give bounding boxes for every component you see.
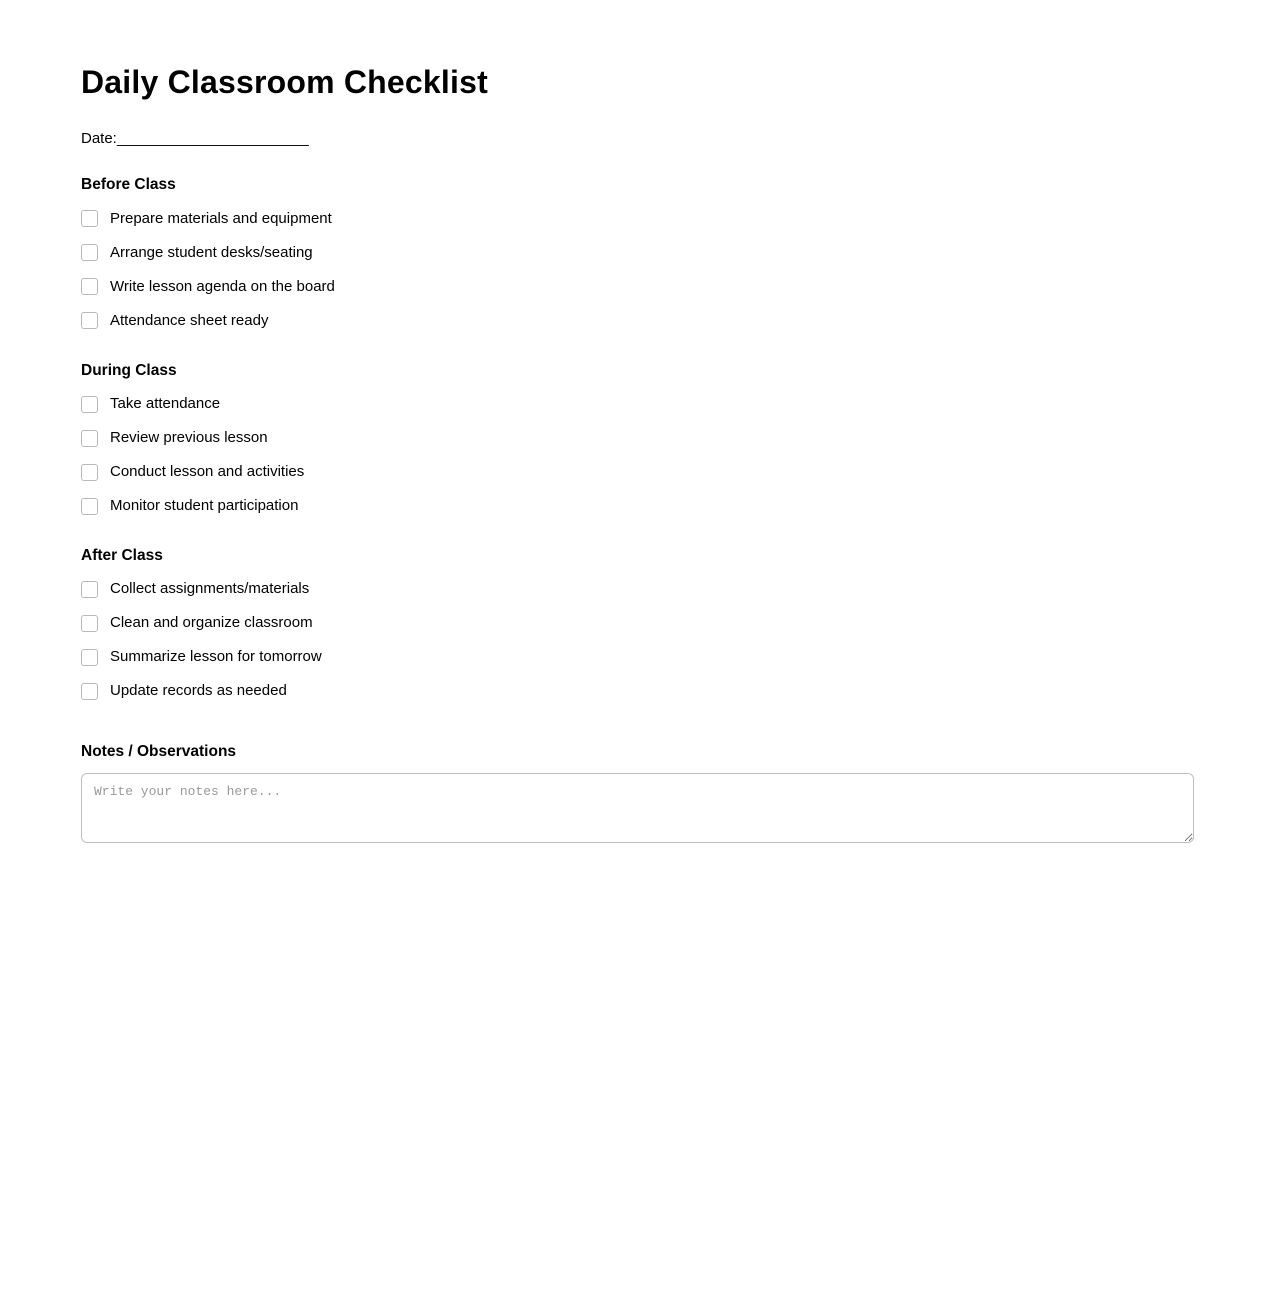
checkbox-summarize-lesson[interactable] (81, 649, 98, 666)
checklist-item-label: Clean and organize classroom (110, 614, 313, 632)
checkbox-clean-classroom[interactable] (81, 615, 98, 632)
notes-heading: Notes / Observations (81, 743, 237, 761)
checklist-item-label: Summarize lesson for tomorrow (110, 648, 322, 666)
section-heading-before-class: Before Class (81, 176, 176, 194)
section-after-class (81, 546, 1194, 704)
checklist-item[interactable] (81, 493, 1194, 519)
checkbox-take-attendance[interactable] (81, 396, 98, 413)
checklist-item[interactable] (81, 678, 1194, 704)
checklist-item[interactable] (81, 644, 1194, 670)
section-before-class (81, 175, 1194, 333)
checklist-item-label: Monitor student participation (110, 497, 299, 515)
checkbox-conduct-lesson[interactable] (81, 464, 98, 481)
checklist-item[interactable] (81, 206, 1194, 232)
checklist-item-label: Attendance sheet ready (110, 311, 269, 329)
checkbox-update-records[interactable] (81, 683, 98, 700)
checklist-item[interactable] (81, 391, 1194, 417)
section-heading-during-class: During Class (81, 361, 177, 379)
checklist-item[interactable] (81, 576, 1194, 602)
checklist-item[interactable] (81, 610, 1194, 636)
checklist-item[interactable] (81, 459, 1194, 485)
section-notes (81, 742, 1194, 842)
checkbox-monitor-participation[interactable] (81, 498, 98, 515)
checklist-item[interactable] (81, 308, 1194, 334)
section-heading-after-class: After Class (81, 547, 163, 565)
checkbox-attendance-sheet-ready[interactable] (81, 312, 98, 329)
checklist-item-label: Conduct lesson and activities (110, 463, 305, 481)
checkbox-collect-assignments[interactable] (81, 581, 98, 598)
checklist-item-label: Arrange student desks/seating (110, 243, 313, 261)
date-label: Date: (81, 129, 117, 147)
checklist-item-label: Update records as needed (110, 682, 287, 700)
checkbox-review-previous-lesson[interactable] (81, 430, 98, 447)
checklist-item-label: Review previous lesson (110, 429, 268, 447)
date-row (81, 129, 1194, 149)
checklist-item-label: Prepare materials and equipment (110, 209, 332, 227)
checklist-item[interactable] (81, 274, 1194, 300)
checkbox-write-agenda[interactable] (81, 278, 98, 295)
checklist-item-label: Collect assignments/materials (110, 580, 310, 598)
checklist-item-label: Write lesson agenda on the board (110, 277, 335, 295)
checkbox-arrange-desks[interactable] (81, 244, 98, 261)
checklist-item-label: Take attendance (110, 395, 221, 413)
checkbox-prepare-materials[interactable] (81, 210, 98, 227)
date-blank-line[interactable]: _______________________ (116, 129, 309, 147)
section-during-class (81, 361, 1194, 519)
checklist-item[interactable] (81, 425, 1194, 451)
notes-textarea[interactable] (81, 773, 1194, 843)
checklist-item[interactable] (81, 240, 1194, 266)
page-title: Daily Classroom Checklist (81, 64, 488, 100)
